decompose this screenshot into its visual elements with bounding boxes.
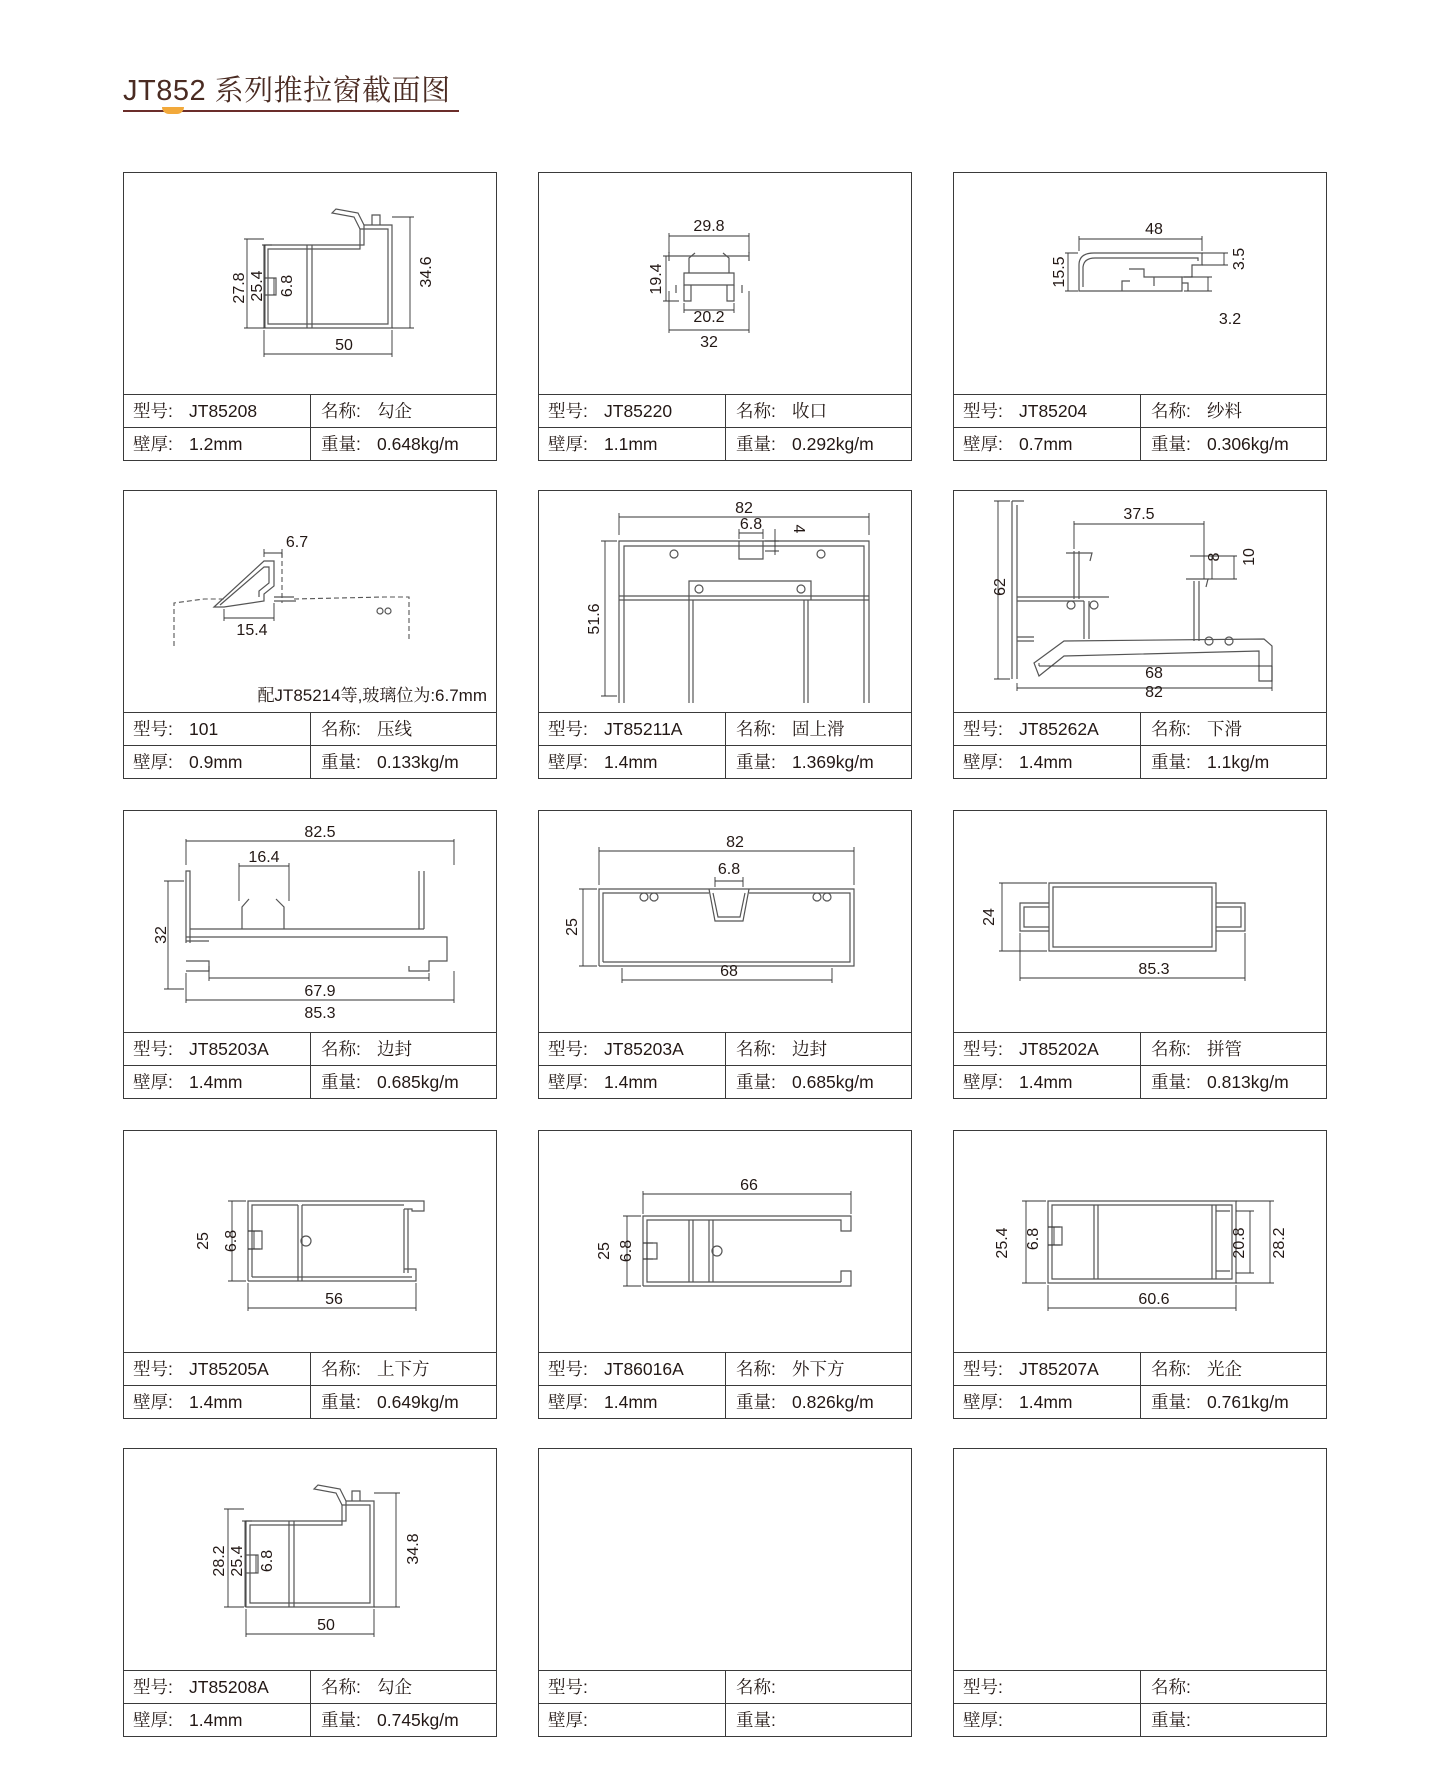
info-divider [725,713,726,778]
dim-label: 6.8 [618,1239,635,1263]
profile-card [953,810,1327,1099]
dim-label: 25.4 [994,1227,1011,1259]
model-value: 101 [189,719,219,739]
dim-label: 48 [1145,221,1163,238]
name-label: 名称: [1151,1359,1191,1379]
thickness-value: 1.4mm [1019,752,1073,772]
dim-label: 6.8 [739,516,763,533]
weight-label: 重量: [1151,1710,1191,1730]
info-divider [310,395,311,460]
thickness-value: 1.4mm [604,1072,658,1092]
name-value: 边封 [377,1039,412,1059]
info-table [539,1352,911,1418]
model-label: 型号: [548,401,588,421]
info-divider [310,1671,311,1736]
thickness-label: 壁厚: [548,752,588,772]
dim-label: 50 [335,337,353,354]
thickness-label: 壁厚: [133,1710,173,1730]
dim-label: 68 [720,963,738,980]
dim-label: 62 [992,578,1009,596]
dim-label: 32 [153,926,170,944]
name-value: 收口 [792,401,827,421]
model-label: 型号: [963,401,1003,421]
dim-label: 25 [195,1232,212,1250]
weight-label: 重量: [321,1392,361,1412]
profile-drawing [539,173,910,394]
dim-label: 56 [325,1291,343,1308]
info-table [124,394,496,460]
note: 配JT85214等,玻璃位为:6.7mm [257,686,487,705]
thickness-value: 1.2mm [189,434,243,454]
info-table [539,394,911,460]
thickness-label: 壁厚: [963,1072,1003,1092]
profile-drawing-empty [954,1449,1325,1670]
profile-drawing [124,491,495,712]
dim-label: 27.8 [231,272,248,304]
dim-label: 32 [700,334,718,351]
info-divider [725,1033,726,1098]
info-divider [725,395,726,460]
dim-label: 6.8 [279,274,296,298]
name-value: 外下方 [792,1359,845,1379]
dim-label: 28.2 [211,1545,228,1577]
dim-label: 25.4 [249,270,266,302]
profile-drawing [954,1131,1325,1352]
dim-label: 51.6 [586,603,603,635]
thickness-value: 1.4mm [189,1072,243,1092]
name-label: 名称: [321,401,361,421]
info-table [124,1670,496,1736]
model-label: 型号: [963,719,1003,739]
weight-value: 0.813kg/m [1207,1072,1289,1092]
profile-card [123,810,497,1099]
dim-label: 34.6 [418,256,435,288]
dim-label: 6.7 [285,534,309,551]
info-divider [1140,1353,1141,1418]
info-divider [310,713,311,778]
info-divider [310,1353,311,1418]
dim-label: 60.6 [1138,1291,1170,1308]
profile-drawing [124,1131,495,1352]
dim-label: 28.2 [1271,1227,1288,1259]
dim-label: 25 [596,1242,613,1260]
name-label: 名称: [321,1359,361,1379]
dim-label: 50 [317,1617,335,1634]
info-divider [1140,395,1141,460]
model-value: JT85207A [1019,1359,1099,1379]
name-value: 边封 [792,1039,827,1059]
name-label: 名称: [1151,401,1191,421]
dim-label: 82 [1145,684,1163,701]
model-value: JT85203A [189,1039,269,1059]
thickness-label: 壁厚: [548,1710,588,1730]
dim-label: 3.5 [1231,247,1248,271]
dim-label: 6.8 [1025,1227,1042,1251]
weight-label: 重量: [321,434,361,454]
info-table [124,1032,496,1098]
weight-label: 重量: [321,1710,361,1730]
thickness-value: 0.7mm [1019,434,1073,454]
profile-card [123,490,497,779]
thickness-value: 1.4mm [189,1392,243,1412]
dim-label: 85.3 [1138,961,1170,978]
info-divider [1140,713,1141,778]
info-table [539,1670,911,1736]
name-value: 光企 [1207,1359,1242,1379]
info-table [954,1352,1326,1418]
dim-label: 20.8 [1231,1227,1248,1259]
dim-label: 19.4 [648,263,665,295]
thickness-value: 0.9mm [189,752,243,772]
dim-label: 29.8 [693,218,725,235]
dim-label: 82 [735,500,753,517]
dim-label: 67.9 [304,983,336,1000]
profile-card [123,1130,497,1419]
dim-label: 4 [790,524,807,534]
model-label: 型号: [548,719,588,739]
profile-drawing [124,1449,495,1670]
info-divider [1140,1033,1141,1098]
model-value: JT85211A [604,719,683,739]
thickness-value: 1.4mm [1019,1072,1073,1092]
model-value: JT85202A [1019,1039,1099,1059]
info-table [124,1352,496,1418]
weight-value: 0.306kg/m [1207,434,1289,454]
thickness-label: 壁厚: [963,752,1003,772]
thickness-label: 壁厚: [963,1392,1003,1412]
dim-label: 25 [564,918,581,936]
name-value: 拼管 [1207,1039,1242,1059]
info-table [954,1670,1326,1736]
weight-label: 重量: [1151,1392,1191,1412]
thickness-value: 1.4mm [604,752,658,772]
thickness-label: 壁厚: [548,1392,588,1412]
dim-label: 15.4 [236,622,268,639]
thickness-value: 1.4mm [604,1392,658,1412]
weight-label: 重量: [736,752,776,772]
name-label: 名称: [321,719,361,739]
profile-card [538,1130,912,1419]
dim-label: 6.8 [223,1229,240,1253]
profile-card-empty [953,1448,1327,1737]
name-value: 下滑 [1207,719,1242,739]
name-label: 名称: [1151,719,1191,739]
name-label: 名称: [736,1039,776,1059]
weight-label: 重量: [321,752,361,772]
profile-card [123,172,497,461]
dim-label: 82 [726,834,744,851]
info-table [954,712,1326,778]
profile-drawing [954,491,1325,712]
name-label: 名称: [1151,1039,1191,1059]
dim-label: 66 [740,1177,758,1194]
model-label: 型号: [548,1677,588,1697]
dim-label: 24 [981,908,998,926]
model-label: 型号: [963,1677,1003,1697]
thickness-value: 1.4mm [1019,1392,1073,1412]
info-table [124,712,496,778]
name-label: 名称: [321,1039,361,1059]
model-value: JT85208 [189,401,258,421]
name-label: 名称: [736,1359,776,1379]
info-table [539,1032,911,1098]
weight-value: 0.133kg/m [377,752,459,772]
model-value: JT85262A [1019,719,1099,739]
info-table [539,712,911,778]
title-accent-mark [162,107,184,114]
thickness-label: 壁厚: [133,434,173,454]
weight-value: 1.369kg/m [792,752,874,772]
model-label: 型号: [133,1677,173,1697]
name-label: 名称: [736,401,776,421]
profile-card [953,172,1327,461]
name-value: 勾企 [377,1677,412,1697]
model-label: 型号: [133,1039,173,1059]
weight-label: 重量: [736,434,776,454]
model-label: 型号: [133,1359,173,1379]
name-label: 名称: [1151,1677,1191,1697]
dim-label: 20.2 [693,309,725,326]
name-value: 压线 [377,719,412,739]
profile-card [538,490,912,779]
dim-label: 25.4 [229,1545,246,1577]
info-divider [310,1033,311,1098]
profile-drawing [539,811,910,1032]
weight-label: 重量: [736,1710,776,1730]
thickness-label: 壁厚: [963,434,1003,454]
weight-label: 重量: [321,1072,361,1092]
dim-label: 6.8 [259,1549,276,1573]
dim-label: 16.4 [248,849,280,866]
model-label: 型号: [133,401,173,421]
thickness-label: 壁厚: [133,752,173,772]
dim-label: 85.3 [304,1005,336,1022]
weight-value: 0.826kg/m [792,1392,874,1412]
weight-value: 1.1kg/m [1207,752,1270,772]
dim-label: 6.8 [717,861,741,878]
profile-drawing-empty [539,1449,910,1670]
dim-label: 82.5 [304,824,336,841]
thickness-value: 1.4mm [189,1710,243,1730]
weight-value: 0.648kg/m [377,434,459,454]
dim-label: 10 [1241,548,1258,566]
name-value: 固上滑 [792,719,845,739]
profile-card [123,1448,497,1737]
model-value: JT86016A [604,1359,684,1379]
model-label: 型号: [963,1039,1003,1059]
weight-value: 0.745kg/m [377,1710,459,1730]
model-label: 型号: [133,719,173,739]
weight-label: 重量: [736,1072,776,1092]
model-value: JT85204 [1019,401,1088,421]
model-value: JT85203A [604,1039,684,1059]
dim-label: 15.5 [1051,256,1068,288]
thickness-value: 1.1mm [604,434,658,454]
dim-label: 37.5 [1123,506,1155,523]
model-label: 型号: [548,1359,588,1379]
model-label: 型号: [963,1359,1003,1379]
profile-drawing [954,173,1325,394]
weight-value: 0.685kg/m [377,1072,459,1092]
weight-value: 0.761kg/m [1207,1392,1289,1412]
weight-value: 0.649kg/m [377,1392,459,1412]
profile-card [538,172,912,461]
dim-label: 68 [1145,665,1163,682]
profile-drawing [124,173,495,394]
model-label: 型号: [548,1039,588,1059]
name-value: 纱料 [1207,401,1242,421]
page-title: JT852 系列推拉窗截面图 [123,75,451,107]
profile-card [953,490,1327,779]
thickness-label: 壁厚: [548,1072,588,1092]
profile-drawing [539,491,910,712]
name-value: 勾企 [377,401,412,421]
weight-label: 重量: [1151,434,1191,454]
info-table [954,1032,1326,1098]
weight-value: 0.292kg/m [792,434,874,454]
thickness-label: 壁厚: [133,1072,173,1092]
dim-label: 34.8 [405,1533,422,1565]
name-value: 上下方 [377,1359,430,1379]
thickness-label: 壁厚: [133,1392,173,1412]
info-divider [725,1671,726,1736]
name-label: 名称: [736,1677,776,1697]
thickness-label: 壁厚: [963,1710,1003,1730]
profile-drawing [954,811,1325,1032]
weight-label: 重量: [1151,752,1191,772]
name-label: 名称: [321,1677,361,1697]
name-label: 名称: [736,719,776,739]
profile-drawing [124,811,495,1032]
profile-card-empty [538,1448,912,1737]
dim-label: 8 [1206,552,1223,562]
weight-value: 0.685kg/m [792,1072,874,1092]
info-table [954,394,1326,460]
model-value: JT85220 [604,401,673,421]
info-divider [1140,1671,1141,1736]
thickness-label: 壁厚: [548,434,588,454]
info-divider [725,1353,726,1418]
model-value: JT85208A [189,1677,269,1697]
model-value: JT85205A [189,1359,269,1379]
profile-card [538,810,912,1099]
weight-label: 重量: [1151,1072,1191,1092]
weight-label: 重量: [736,1392,776,1412]
profile-card [953,1130,1327,1419]
profile-drawing [539,1131,910,1352]
dim-label: 3.2 [1218,311,1242,328]
